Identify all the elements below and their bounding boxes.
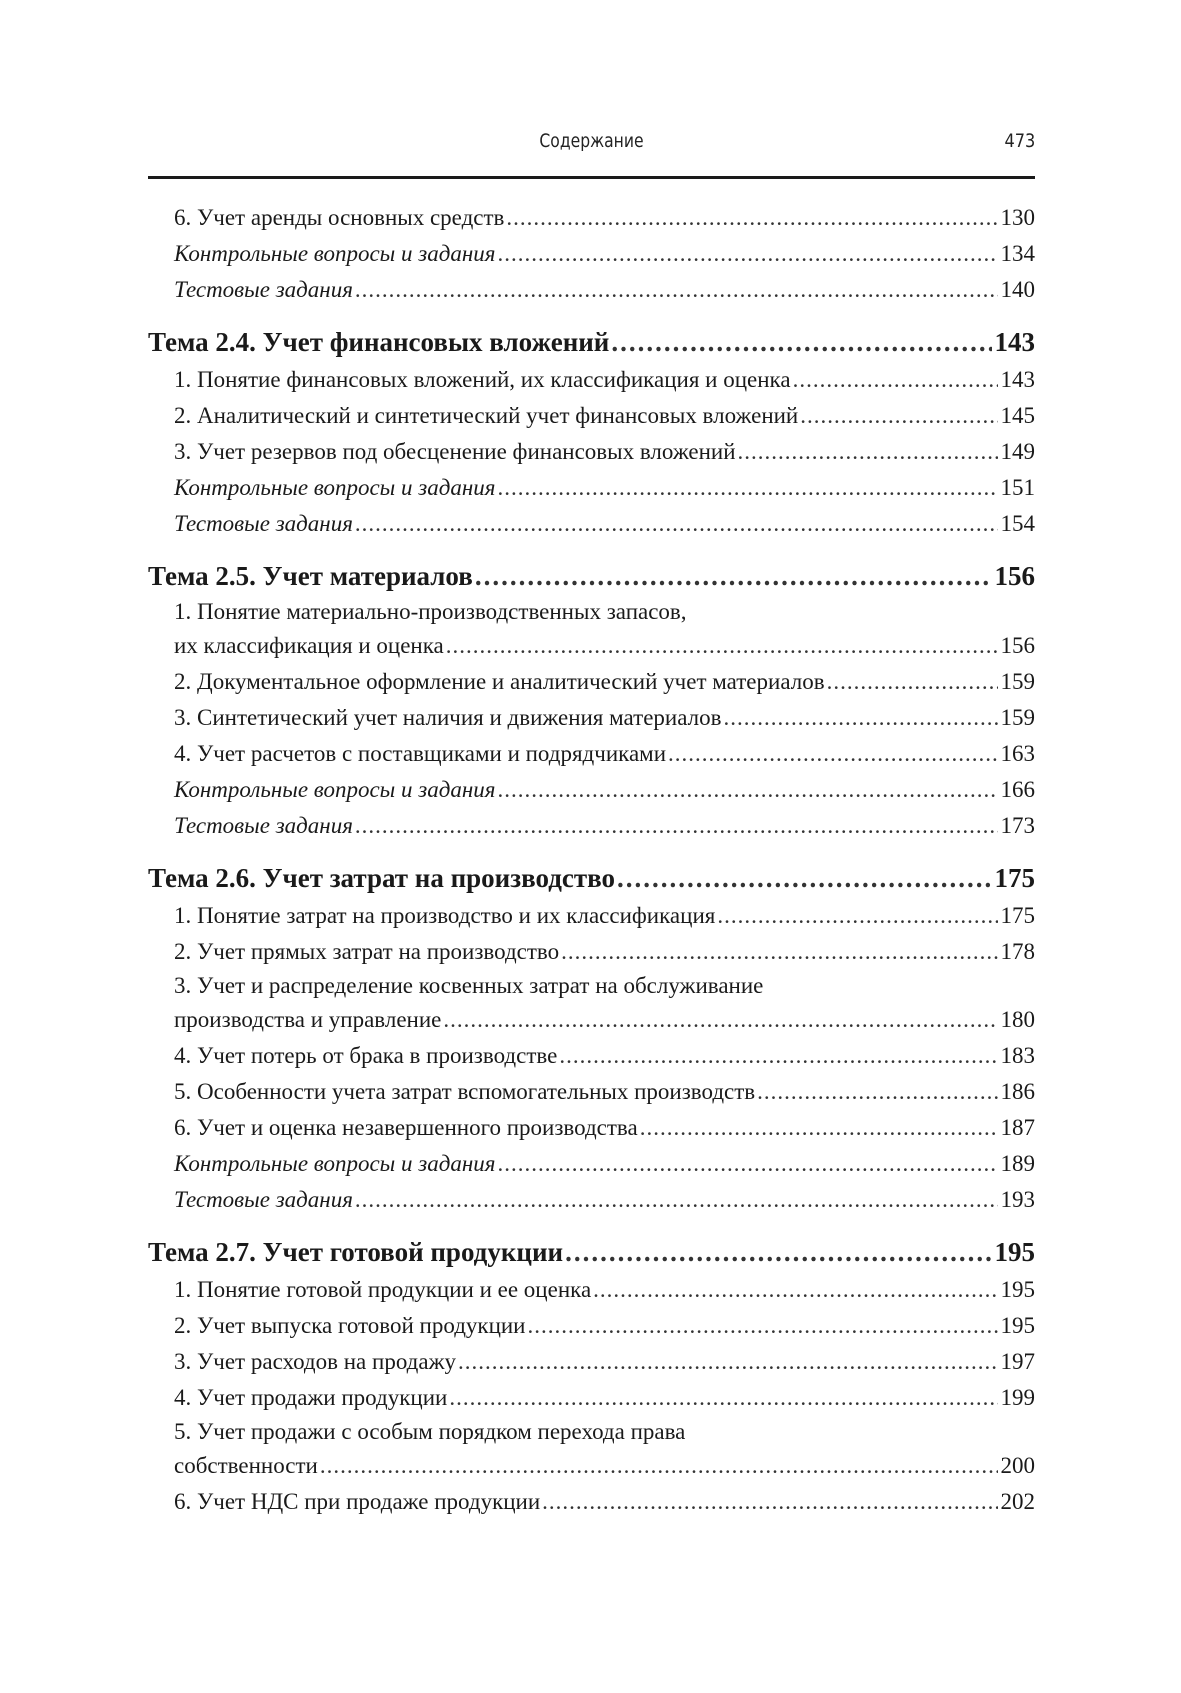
toc-entry-label: 2. Учет выпуска готовой продукции [174,1313,526,1338]
toc-entry-label: Тестовые задания [174,277,353,302]
running-header-title: Содержание [539,130,644,152]
toc-entry-label: Контрольные вопросы и задания [174,475,496,500]
toc-entry[interactable] [148,700,1035,736]
toc-entry-page: 149 [1000,439,1035,464]
toc-entry-label: 1. Понятие затрат на производство и их классификация [174,903,716,928]
toc-entry-first-line[interactable]: 1. Понятие материально-производственных запасов, [174,599,687,624]
dot-leader [446,628,998,664]
toc-entry-page: 173 [1000,813,1035,838]
toc-topic-label: Тема 2.5. Учет материалов [148,561,473,591]
toc-entry-label: 2. Учет прямых затрат на производство [174,939,560,964]
toc-entry-page: 195 [1000,1313,1035,1338]
toc-topic-heading[interactable] [148,322,1035,362]
dot-leader [497,1146,997,1182]
toc-entry[interactable] [148,1074,1035,1110]
toc-entry-tests[interactable] [148,808,1035,844]
dot-leader [475,556,992,596]
toc-topic-heading[interactable] [148,1232,1035,1272]
toc-entry-label: Контрольные вопросы и задания [174,777,496,802]
toc-entry-label: 1. Понятие готовой продукции и ее оценка [174,1277,592,1302]
toc-entry-label: 2. Аналитический и синтетический учет финансовых вложений [174,403,799,428]
dot-leader [497,470,997,506]
toc-entry[interactable] [148,362,1035,398]
toc-entry[interactable] [148,434,1035,470]
toc-entry-questions[interactable] [148,470,1035,506]
toc-entry[interactable] [148,1308,1035,1344]
dot-leader [355,808,998,844]
toc-entry-page: 166 [1000,777,1035,802]
toc-entry-label: Контрольные вопросы и задания [174,241,496,266]
toc-topic-label: Тема 2.6. Учет затрат на производство [148,863,615,893]
toc-topic-label: Тема 2.4. Учет финансовых вложений [148,327,610,357]
dot-leader [443,1002,997,1038]
toc-entry-page: 130 [1000,205,1035,230]
toc-entry-questions[interactable] [148,1146,1035,1182]
dot-leader [640,1110,998,1146]
toc-topic-page: 175 [994,863,1035,893]
toc-entry-label: 6. Учет аренды основных средств [174,205,505,230]
dot-leader [800,398,997,434]
header-rule [148,176,1035,179]
toc-entry-label: производства и управление [174,1007,442,1032]
toc-entry[interactable] [148,628,1035,664]
dot-leader [717,898,997,934]
toc-topic-page: 143 [994,327,1035,357]
dot-leader [449,1380,997,1416]
dot-leader [757,1074,997,1110]
toc-topic-heading[interactable] [148,858,1035,898]
toc-entry[interactable] [148,736,1035,772]
toc-entry-tests[interactable] [148,506,1035,542]
toc-entry[interactable] [148,1448,1035,1484]
toc-entry-page: 159 [1000,705,1035,730]
toc-entry-label: 6. Учет НДС при продаже продукции [174,1489,541,1514]
toc-entry-page: 183 [1000,1043,1035,1068]
toc-entry-label: 4. Учет расчетов с поставщиками и подрядчиками [174,741,667,766]
dot-leader [793,362,998,398]
toc-entry[interactable] [148,934,1035,970]
dot-leader [355,272,998,308]
toc-topic-page: 156 [994,561,1035,591]
toc-entry-first-line[interactable]: 3. Учет и распределение косвенных затрат на обслуживание [174,973,764,998]
toc-entry-label: 1. Понятие финансовых вложений, их классификация и оценка [174,367,791,392]
toc-entry-page: 200 [1000,1453,1035,1478]
toc-topic-page: 195 [994,1237,1035,1267]
toc-entry-page: 187 [1000,1115,1035,1140]
dot-leader [827,664,998,700]
toc-entry[interactable] [148,1272,1035,1308]
toc-entry[interactable] [148,200,1035,236]
toc-entry[interactable] [148,1484,1035,1520]
dot-leader [738,434,998,470]
toc-entry-page: 154 [1000,511,1035,536]
toc-entry-page: 180 [1000,1007,1035,1032]
toc-entry-label: 3. Учет резервов под обесценение финансовых вложений [174,439,736,464]
toc-entry-label: 4. Учет продажи продукции [174,1385,448,1410]
toc-entry-first-line[interactable]: 5. Учет продажи с особым порядком перехода права [174,1419,686,1444]
toc-entry-label: Тестовые задания [174,511,353,536]
dot-leader [723,700,997,736]
toc-entry-label: собственности [174,1453,318,1478]
dot-leader [611,322,991,362]
toc-entry-label: 2. Документальное оформление и аналитический учет материалов [174,669,825,694]
dot-leader [458,1344,998,1380]
dot-leader [668,736,997,772]
toc-entry-page: 151 [1000,475,1035,500]
dot-leader [355,506,998,542]
toc-entry-tests[interactable] [148,1182,1035,1218]
toc-entry[interactable] [148,1002,1035,1038]
page-number: 473 [1004,130,1035,152]
dot-leader [528,1308,998,1344]
toc-entry-page: 134 [1000,241,1035,266]
dot-leader [506,200,997,236]
toc-entry[interactable] [148,1110,1035,1146]
toc-entry-page: 193 [1000,1187,1035,1212]
toc-entry[interactable] [148,1380,1035,1416]
toc-entry-tests[interactable] [148,272,1035,308]
dot-leader [542,1484,997,1520]
toc-entry-label: 3. Синтетический учет наличия и движения материалов [174,705,722,730]
toc-entry-page: 175 [1000,903,1035,928]
dot-leader [565,1232,991,1272]
table-of-contents [148,200,1035,1520]
toc-entry[interactable] [148,1344,1035,1380]
toc-topic-heading[interactable] [148,556,1035,596]
dot-leader [559,1038,997,1074]
toc-entry-page: 140 [1000,277,1035,302]
toc-entry-label: Тестовые задания [174,813,353,838]
toc-entry[interactable] [148,898,1035,934]
toc-entry-page: 197 [1000,1349,1035,1374]
dot-leader [593,1272,997,1308]
dot-leader [497,772,997,808]
toc-entry-label: Контрольные вопросы и задания [174,1151,496,1176]
toc-entry-page: 159 [1000,669,1035,694]
toc-entry-questions[interactable] [148,236,1035,272]
toc-entry-label: 3. Учет расходов на продажу [174,1349,456,1374]
toc-entry[interactable] [148,664,1035,700]
toc-entry[interactable] [148,1038,1035,1074]
toc-entry-page: 156 [1000,633,1035,658]
running-header [148,130,1035,164]
toc-entry-page: 143 [1000,367,1035,392]
toc-entry-page: 186 [1000,1079,1035,1104]
toc-entry-page: 145 [1000,403,1035,428]
dot-leader [561,934,997,970]
toc-topic-label: Тема 2.7. Учет готовой продукции [148,1237,564,1267]
toc-entry-label: их классификация и оценка [174,633,444,658]
toc-entry[interactable] [148,398,1035,434]
dot-leader [617,858,992,898]
toc-entry-page: 189 [1000,1151,1035,1176]
toc-entry-label: Тестовые задания [174,1187,353,1212]
toc-entry-page: 199 [1000,1385,1035,1410]
toc-entry-page: 163 [1000,741,1035,766]
toc-entry-label: 4. Учет потерь от брака в производстве [174,1043,558,1068]
toc-entry-label: 6. Учет и оценка незавершенного производства [174,1115,638,1140]
dot-leader [355,1182,998,1218]
toc-entry-questions[interactable] [148,772,1035,808]
dot-leader [320,1448,998,1484]
toc-entry-page: 195 [1000,1277,1035,1302]
toc-entry-page: 178 [1000,939,1035,964]
toc-entry-page: 202 [1000,1489,1035,1514]
toc-entry-label: 5. Особенности учета затрат вспомогательных производств [174,1079,756,1104]
dot-leader [497,236,997,272]
